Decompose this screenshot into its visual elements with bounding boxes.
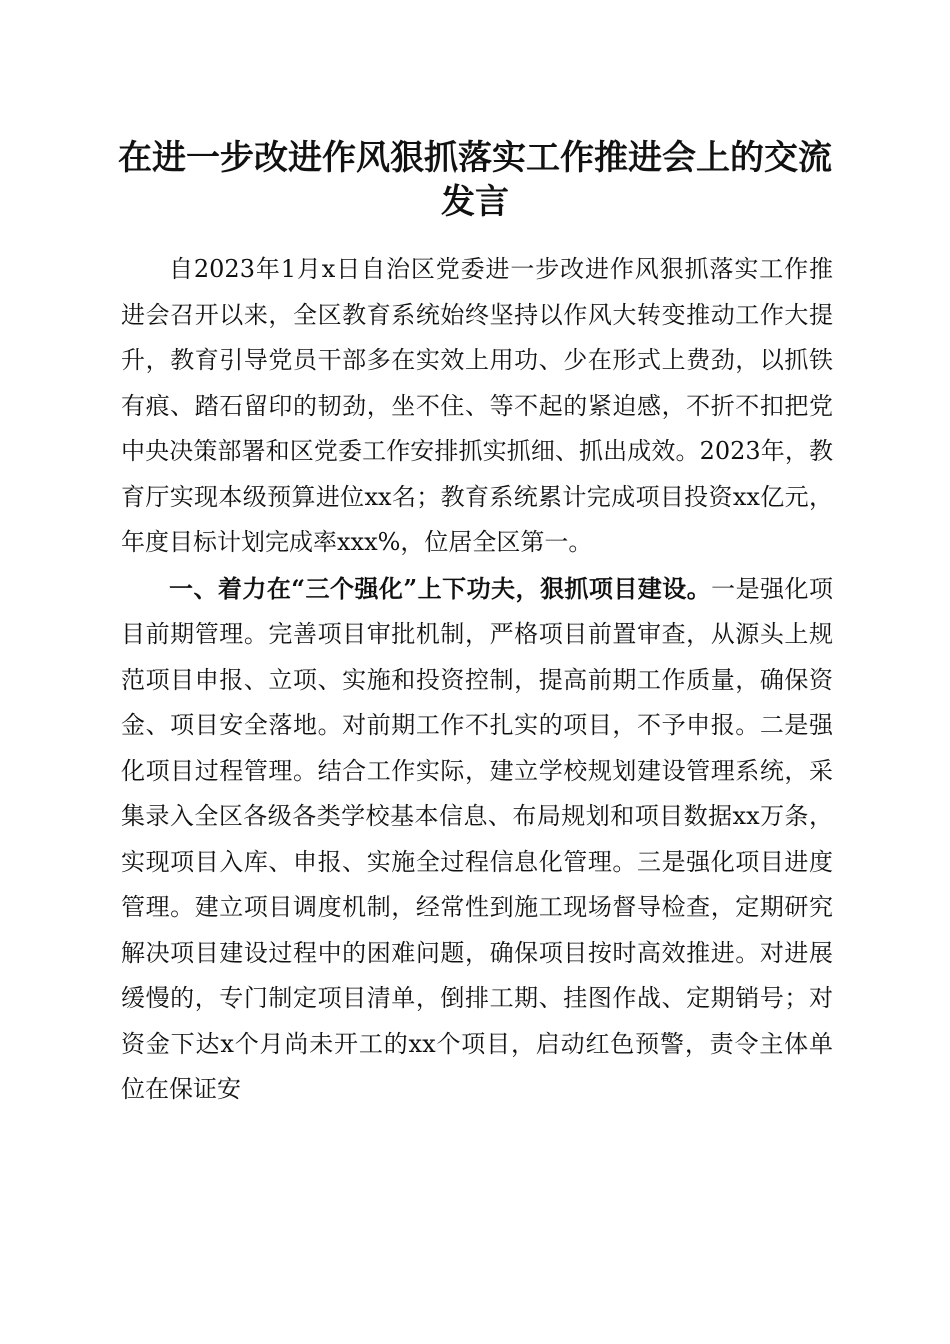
document-body (121, 247, 833, 1113)
section-one-heading: 一、着力在“三个强化”上下功夫，狠抓项目建设。 (169, 573, 712, 603)
section-one-paragraph (121, 566, 833, 1113)
section-one-text: 一是强化项目前期管理。完善项目审批机制，严格项目前置审查，从源头上规范项目申报、立项、实施和投资控制，提高前期工作质量，确保资金、项目安全落地。对前期工作不扎实的项目，不予申报。二是强化项目过程管理。结合工作实际，建立学校规划建设管理系统，采集录入全区各级各类学校基本信息、布局规划和项目数据xx万条，实现项目入库、申报、实施全过程信息化管理。三是强化项目进度管理。建立项目调度机制，经常性到施工现场督导检查，定期研究解决项目建设过程中的困难问题，确保项目按时高效推进。对进展缓慢的，专门制定项目清单，倒排工期、挂图作战、定期销号；对资金下达x个月尚未开工的xx个项目，启动红色预警，责令主体单位在保证安 (121, 574, 834, 1103)
intro-paragraph: 自2023年1月x日自治区党委进一步改进作风狠抓落实工作推进会召开以来，全区教育系统始终坚持以作风大转变推动工作大提升，教育引导党员干部多在实效上用功、少在形式上费劲，以抓铁有痕、踏石留印的韧劲，坐不住、等不起的紧迫感，不折不扣把党中央决策部署和区党委工作安排抓实抓细、抓出成效。2023年，教育厅实现本级预算进位xx名；教育系统累计完成项目投资xx亿元，年度目标计划完成率xxx%，位居全区第一。 (121, 255, 833, 556)
document-title: 在进一步改进作风狠抓落实工作推进会上的交流发言 (118, 138, 832, 222)
